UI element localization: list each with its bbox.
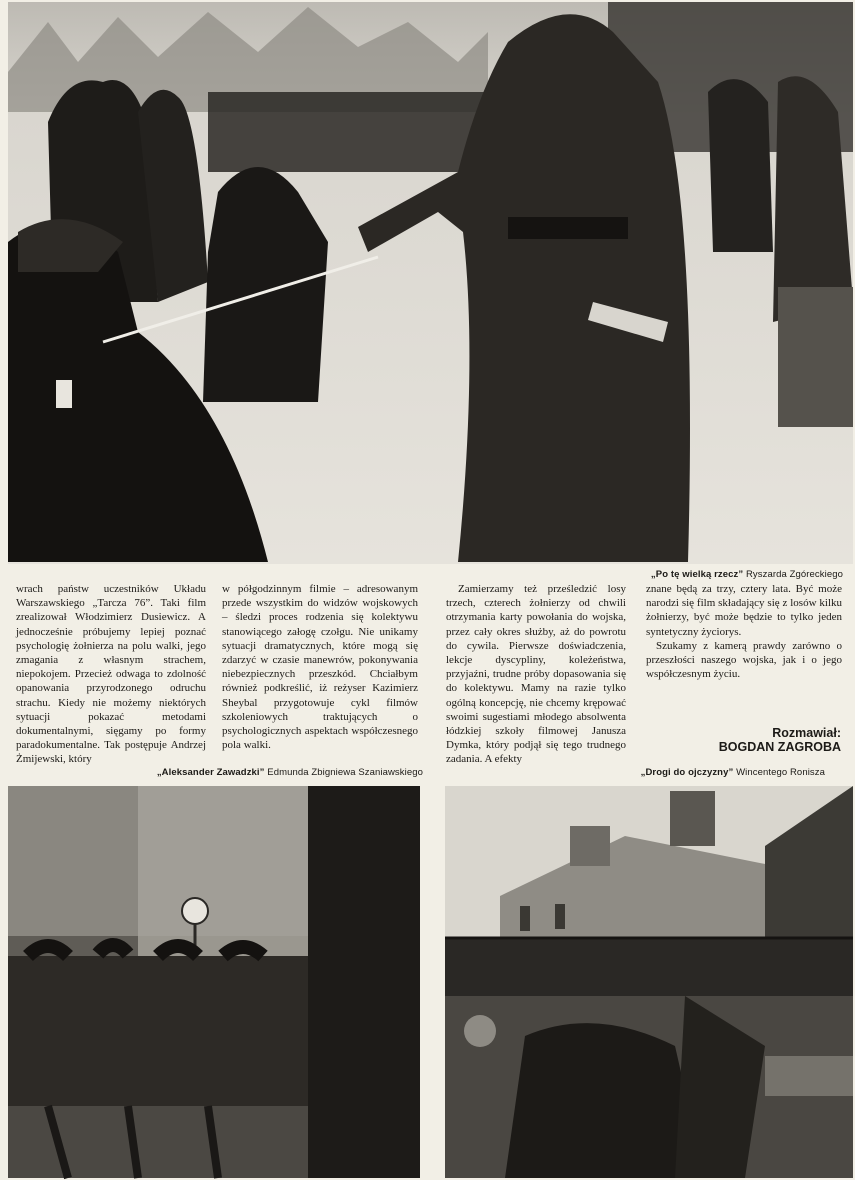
- article-column-1: [16, 582, 206, 766]
- photo-ceremony-snow-image: [8, 2, 853, 564]
- caption-bottom-left-author: Edmunda Zbigniewa Szaniawskiego: [267, 767, 423, 778]
- photo-soldiers-trench-image: [445, 786, 853, 1178]
- article-column-1-text: wrach państw uczestników Układu Warszawskiego „Tarcza 76”. Taki film zrealizował Włodzimierz Dusiewicz. A jednocześnie próbujemy lepiej poznać psychologię żołnierza na polu walki, jego zmagania z własnym strachem, niepokojem. Przecież odwaga to zdolność opanowania przyrodzonego odruchu strachu. Kiedy nie możemy niektórych sytuacji pokazać metodami dokumentalnymi, sięgamy po formy paradokumentalne. Tak postępuje Andrzej Żmijewski, który: [16, 583, 206, 766]
- photo-ceremony-snow: [8, 2, 853, 564]
- signature-name: BOGDAN ZAGROBA: [718, 740, 841, 754]
- article-column-2-text: w półgodzinnym filmie – adresowanym przede wszystkim do widzów wojskowych – śledzi proces rodzenia się kolektywu stanowiącego załogę czołgu. Nie unikamy sytuacji dramatycznych, które mogą się zdarzyć w czasie manewrów, pokonywania niebezpiecznych przeszkód. Chciałbym również podkreślić, iż reżyser Kazimierz Sheybal przygotowuje cykl filmów szkoleniowych traktujących o psychologicznych aspektach współczesnego pola walki.: [222, 583, 418, 752]
- article-column-3-text: Zamierzamy też prześledzić losy trzech, czterech żołnierzy od chwili otrzymania karty powołania do wojska, przez cały okres służby, aż do powrotu do cywila. Pierwsze doświadczenia, lekcje dyscypliny, koleżeństwa, przyjaźni, trudne próby dopasowania się do kolektywu. Mamy na razie tylko ogólną koncepcję, nie chcemy krępować swoimi sugestiami młodego absolwenta łódzkiej szkoły filmowej Janusza Dymka, który podjął się tego trudnego zadania. A efekty: [446, 583, 626, 766]
- caption-top-right-author: Ryszarda Zgóreckiego: [745, 569, 843, 580]
- article-column-4-para-1: znane będą za trzy, cztery lata. Być może narodzi się film składający się z losów kilku żołnierzy, być może będzie to tylko jeden syntetyczny życiorys.: [646, 583, 842, 638]
- caption-top-right: [651, 569, 843, 580]
- caption-bottom-left: [157, 767, 423, 778]
- caption-top-right-title: „Po tę wielką rzecz”: [650, 569, 744, 580]
- article-column-2: [222, 582, 418, 757]
- article-column-4-para-2: Szukamy z kamerą prawdy zarówno o przeszłości naszego wojska, jak i o jego współczesnym życiu.: [646, 639, 842, 681]
- signature-label: Rozmawiał:: [772, 726, 841, 740]
- caption-bottom-left-title: „Aleksander Zawadzki”: [156, 767, 265, 778]
- article-column-4: [646, 582, 842, 681]
- photo-saluting-officers-image: [8, 786, 420, 1178]
- caption-bottom-right-title: „Drogi do ojczyzny”: [640, 767, 734, 778]
- photo-saluting-officers: [8, 786, 420, 1178]
- caption-bottom-right-author: Wincentego Ronisza: [736, 767, 825, 778]
- article-column-3: [446, 582, 626, 766]
- caption-bottom-right: [641, 767, 825, 778]
- photo-soldiers-trench: [445, 786, 853, 1178]
